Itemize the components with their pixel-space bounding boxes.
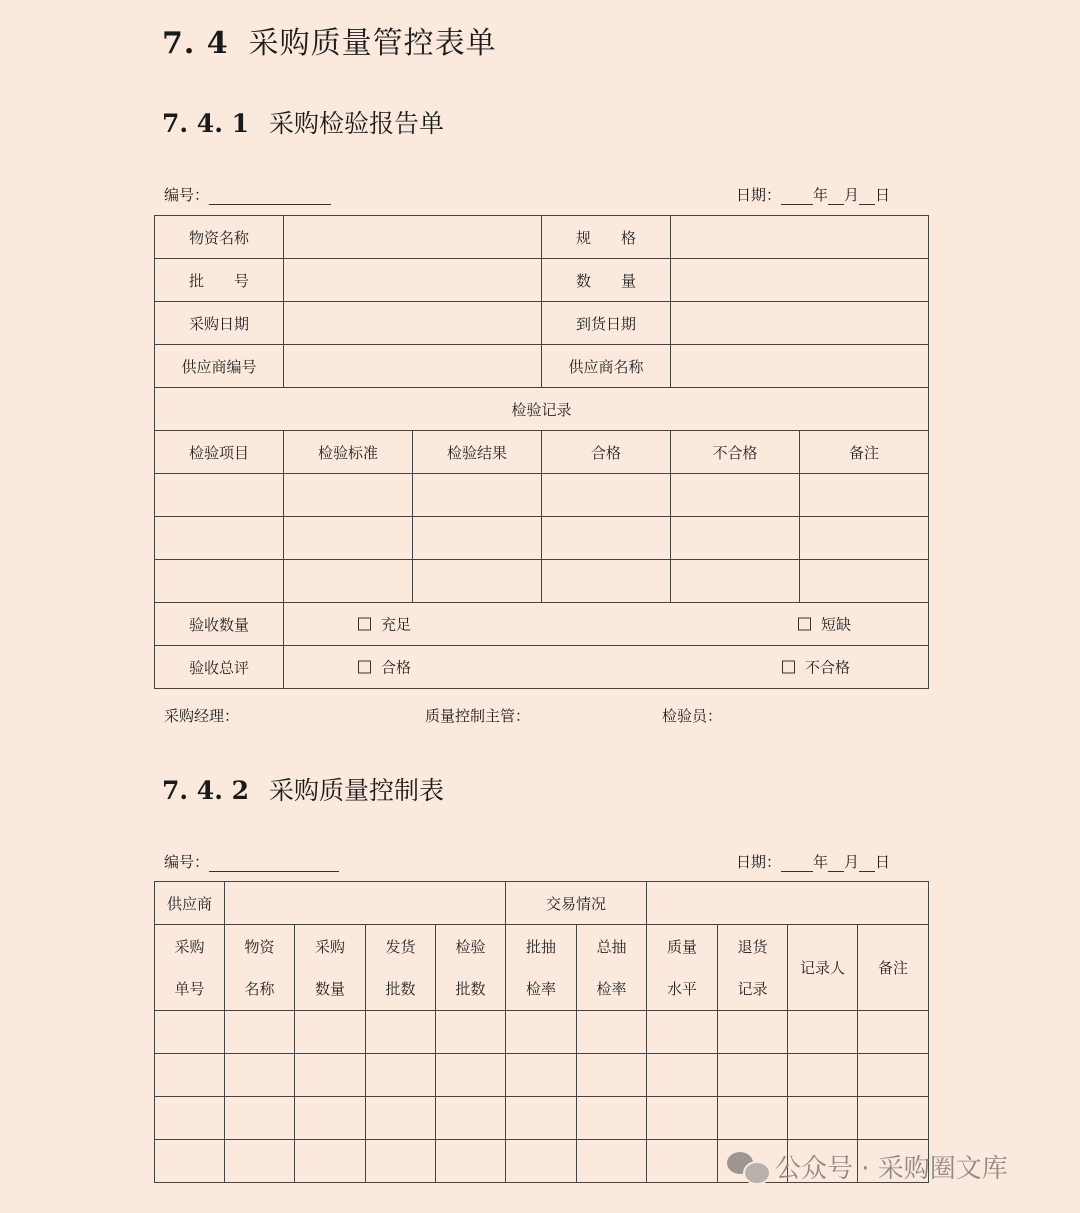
year-label: 年 <box>813 853 829 871</box>
header-quality-level: 质量 水平 <box>647 925 718 1011</box>
table-row <box>155 345 929 388</box>
quality-control-table <box>154 881 929 1183</box>
blank-cell[interactable] <box>506 1097 577 1140</box>
month-label: 月 <box>844 853 860 871</box>
header-batch-sample-rate: 批抽 检率 <box>506 925 577 1011</box>
label-purchase-date: 采购日期 <box>155 302 284 345</box>
blank-cell[interactable] <box>155 1097 225 1140</box>
header-remark: 备注 <box>858 925 929 1011</box>
table-row <box>155 603 929 646</box>
signature-qc-supervisor: 质量控制主管： <box>425 707 531 725</box>
blank-cell[interactable] <box>284 560 413 603</box>
month-blank <box>828 188 844 205</box>
blank-cell[interactable] <box>413 560 542 603</box>
field-batch-no[interactable] <box>284 259 542 302</box>
field-supplier-name[interactable] <box>671 345 929 388</box>
table-header-row <box>155 431 929 474</box>
table-row <box>155 882 929 925</box>
section1-title: 采购检验报告单 <box>269 109 445 138</box>
label-material-name: 物资名称 <box>155 216 284 259</box>
heading-title: 采购质量管控表单 <box>248 26 497 61</box>
header-po-number: 采购 单号 <box>155 925 225 1011</box>
blank-cell[interactable] <box>295 1011 366 1054</box>
blank-cell[interactable] <box>436 1011 506 1054</box>
serial-label: 编号： <box>164 186 210 204</box>
blank-cell[interactable] <box>295 1054 366 1097</box>
serial-blank <box>209 188 331 205</box>
blank-cell[interactable] <box>295 1097 366 1140</box>
blank-cell[interactable] <box>718 1097 788 1140</box>
blank-cell[interactable] <box>295 1140 366 1183</box>
blank-cell[interactable] <box>718 1011 788 1054</box>
blank-cell[interactable] <box>542 517 671 560</box>
header-item: 检验项目 <box>155 431 284 474</box>
blank-cell[interactable] <box>436 1054 506 1097</box>
blank-cell[interactable] <box>671 560 800 603</box>
table-row <box>155 646 929 689</box>
field-supplier-no[interactable] <box>284 345 542 388</box>
blank-cell[interactable] <box>800 474 929 517</box>
table-row <box>155 1097 929 1140</box>
option-qualified[interactable] <box>358 657 411 678</box>
table-row <box>155 1011 929 1054</box>
option-label: 充足 <box>381 615 412 634</box>
blank-cell[interactable] <box>366 1011 436 1054</box>
section1-serial <box>164 184 331 205</box>
blank-cell[interactable] <box>647 1011 718 1054</box>
header-standard: 检验标准 <box>284 431 413 474</box>
blank-cell[interactable] <box>155 1140 225 1183</box>
blank-cell[interactable] <box>542 474 671 517</box>
field-supplier[interactable] <box>225 882 506 925</box>
blank-cell[interactable] <box>436 1140 506 1183</box>
field-arrival-date[interactable] <box>671 302 929 345</box>
blank-cell[interactable] <box>647 1140 718 1183</box>
watermark <box>725 1148 1008 1185</box>
day-label: 日 <box>875 186 891 204</box>
section1-heading <box>162 104 444 140</box>
blank-cell[interactable] <box>284 517 413 560</box>
field-purchase-date[interactable] <box>284 302 542 345</box>
header-return-record: 退货 记录 <box>718 925 788 1011</box>
blank-cell[interactable] <box>788 1097 858 1140</box>
blank-cell[interactable] <box>155 517 284 560</box>
section1-number: 7. 4. 1 <box>162 109 249 138</box>
blank-cell[interactable] <box>800 560 929 603</box>
year-label: 年 <box>813 186 829 204</box>
blank-cell[interactable] <box>366 1097 436 1140</box>
section2-heading <box>162 771 444 807</box>
blank-cell[interactable] <box>858 1054 929 1097</box>
blank-cell[interactable] <box>225 1054 295 1097</box>
day-label: 日 <box>875 853 891 871</box>
header-material-name: 物资 名称 <box>225 925 295 1011</box>
day-blank <box>859 855 875 872</box>
section2-date <box>736 851 890 872</box>
table-row <box>155 1054 929 1097</box>
header-pass: 合格 <box>542 431 671 474</box>
blank-cell[interactable] <box>788 1011 858 1054</box>
blank-cell[interactable] <box>225 1140 295 1183</box>
table-header-row <box>155 925 929 1011</box>
header-remark: 备注 <box>800 431 929 474</box>
header-result: 检验结果 <box>413 431 542 474</box>
year-blank <box>781 855 813 872</box>
blank-cell[interactable] <box>858 1011 929 1054</box>
date-label: 日期： <box>736 853 782 871</box>
wechat-icon <box>725 1150 771 1184</box>
header-purchase-qty: 采购 数量 <box>295 925 366 1011</box>
table-row <box>155 216 929 259</box>
inspection-record-title: 检验记录 <box>155 388 929 431</box>
label-supplier: 供应商 <box>155 882 225 925</box>
watermark-text: 公众号 · 采购圈文库 <box>775 1154 1008 1184</box>
blank-cell[interactable] <box>577 1097 647 1140</box>
blank-cell[interactable] <box>671 474 800 517</box>
table-row <box>155 474 929 517</box>
option-unqualified[interactable] <box>782 657 850 678</box>
month-blank <box>828 855 844 872</box>
blank-cell[interactable] <box>506 1011 577 1054</box>
blank-cell[interactable] <box>155 1011 225 1054</box>
blank-cell[interactable] <box>647 1054 718 1097</box>
section2-number: 7. 4. 2 <box>162 776 249 805</box>
section1-date <box>736 184 890 205</box>
blank-cell[interactable] <box>788 1054 858 1097</box>
field-material-name[interactable] <box>284 216 542 259</box>
label-overall-evaluation: 验收总评 <box>155 646 284 689</box>
inspection-report-table <box>154 215 929 689</box>
blank-cell[interactable] <box>718 1054 788 1097</box>
blank-cell[interactable] <box>413 474 542 517</box>
header-recorder: 记录人 <box>788 925 858 1011</box>
field-quantity[interactable] <box>671 259 929 302</box>
table-row <box>155 388 929 431</box>
blank-cell[interactable] <box>366 1054 436 1097</box>
serial-blank <box>209 855 339 872</box>
option-sufficient[interactable] <box>358 614 411 635</box>
label-arrival-date: 到货日期 <box>542 302 671 345</box>
option-label: 不合格 <box>805 658 851 677</box>
label-batch-no: 批号 <box>155 259 284 302</box>
blank-cell[interactable] <box>671 517 800 560</box>
option-label: 合格 <box>381 658 412 677</box>
header-shipment-batches: 发货 批数 <box>366 925 436 1011</box>
blank-cell[interactable] <box>155 1054 225 1097</box>
header-inspected-batches: 检验 批数 <box>436 925 506 1011</box>
date-label: 日期： <box>736 186 782 204</box>
blank-cell[interactable] <box>366 1140 436 1183</box>
label-spec: 规格 <box>542 216 671 259</box>
day-blank <box>859 188 875 205</box>
blank-cell[interactable] <box>506 1140 577 1183</box>
header-total-sample-rate: 总抽 检率 <box>577 925 647 1011</box>
label-supplier-name: 供应商名称 <box>542 345 671 388</box>
label-trade-status: 交易情况 <box>506 882 647 925</box>
blank-cell[interactable] <box>413 517 542 560</box>
header-fail: 不合格 <box>671 431 800 474</box>
blank-cell[interactable] <box>800 517 929 560</box>
blank-cell[interactable] <box>436 1097 506 1140</box>
blank-cell[interactable] <box>647 1097 718 1140</box>
label-quantity: 数量 <box>542 259 671 302</box>
overall-evaluation-options <box>284 646 929 689</box>
table-row <box>155 302 929 345</box>
checkbox-icon[interactable] <box>358 661 371 674</box>
accept-quantity-options <box>284 603 929 646</box>
field-spec[interactable] <box>671 216 929 259</box>
checkbox-icon[interactable] <box>782 661 795 674</box>
blank-cell[interactable] <box>858 1097 929 1140</box>
section2-title: 采购质量控制表 <box>269 776 445 805</box>
blank-cell[interactable] <box>577 1140 647 1183</box>
label-accept-quantity: 验收数量 <box>155 603 284 646</box>
month-label: 月 <box>844 186 860 204</box>
blank-cell[interactable] <box>506 1054 577 1097</box>
table-row <box>155 560 929 603</box>
serial-label: 编号： <box>164 853 210 871</box>
blank-cell[interactable] <box>577 1011 647 1054</box>
signature-purchase-manager: 采购经理： <box>164 707 240 725</box>
section2-serial <box>164 851 339 872</box>
blank-cell[interactable] <box>225 1011 295 1054</box>
main-heading <box>162 18 497 62</box>
checkbox-icon[interactable] <box>798 618 811 631</box>
table-row <box>155 259 929 302</box>
option-label: 短缺 <box>821 615 852 634</box>
signature-inspector: 检验员： <box>662 707 723 725</box>
year-blank <box>781 188 813 205</box>
blank-cell[interactable] <box>284 474 413 517</box>
blank-cell[interactable] <box>542 560 671 603</box>
table-row <box>155 517 929 560</box>
heading-number: 7. 4 <box>162 26 229 61</box>
option-shortage[interactable] <box>798 614 851 635</box>
blank-cell[interactable] <box>577 1054 647 1097</box>
blank-cell[interactable] <box>155 474 284 517</box>
checkbox-icon[interactable] <box>358 618 371 631</box>
blank-cell[interactable] <box>225 1097 295 1140</box>
label-supplier-no: 供应商编号 <box>155 345 284 388</box>
field-trade-status[interactable] <box>647 882 929 925</box>
blank-cell[interactable] <box>155 560 284 603</box>
